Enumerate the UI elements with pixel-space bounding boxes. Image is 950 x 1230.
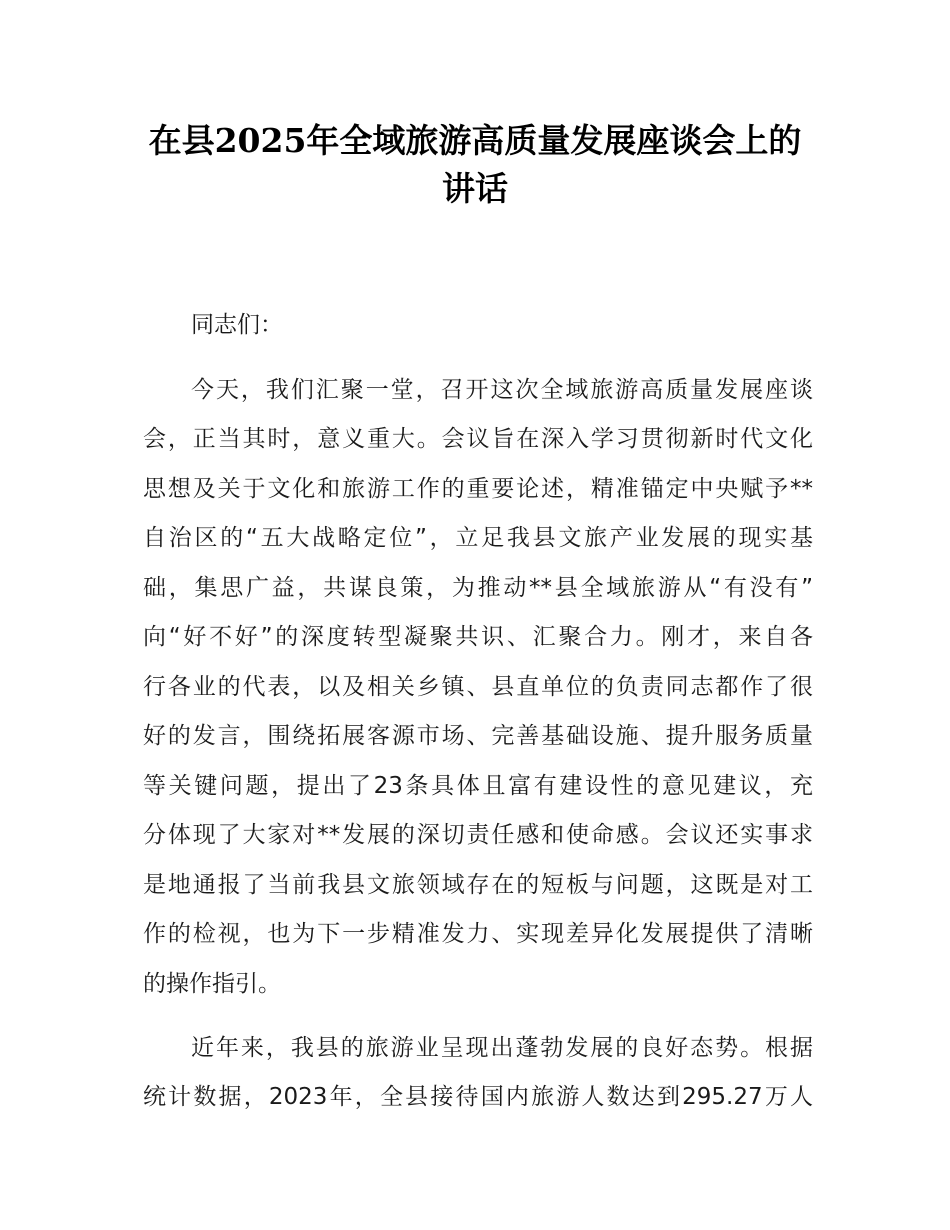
paragraph-1-line: 的操作指引。: [143, 971, 281, 997]
paragraph-1-line: 向“好不好”的深度转型凝聚共识、汇聚合力。刚才，来自各: [143, 624, 813, 650]
paragraph-1-line: 今天，我们汇聚一堂，召开这次全域旅游高质量发展座谈: [191, 377, 813, 403]
paragraph-1-line: 好的发言，围绕拓展客源市场、完善基础设施、提升服务质量: [143, 723, 813, 749]
paragraph-1-line: 会，正当其时，意义重大。会议旨在深入学习贯彻新时代文化: [143, 426, 813, 452]
document-title-line-2: 讲话: [442, 169, 508, 208]
salutation: 同志们：: [191, 312, 283, 338]
document-title-line-1: 在县2025年全域旅游高质量发展座谈会上的: [148, 121, 802, 160]
paragraph-2-line: 近年来，我县的旅游业呈现出蓬勃发展的良好态势。根据: [191, 1035, 813, 1061]
paragraph-1-line: 作的检视，也为下一步精准发力、实现差异化发展提供了清晰: [143, 921, 813, 947]
paragraph-1-line: 础，集思广益，共谋良策，为推动**县全域旅游从“有没有”: [143, 575, 813, 601]
paragraph-2-line: 统计数据，2023年，全县接待国内旅游人数达到295.27万人: [143, 1084, 813, 1110]
paragraph-1-line: 自治区的“五大战略定位”，立足我县文旅产业发展的现实基: [143, 525, 813, 551]
paragraph-1-line: 是地通报了当前我县文旅领域存在的短板与问题，这既是对工: [143, 872, 813, 898]
paragraph-1-line: 等关键问题，提出了23条具体且富有建设性的意见建议，充: [143, 773, 813, 799]
paragraph-1-line: 行各业的代表，以及相关乡镇、县直单位的负责同志都作了很: [143, 674, 813, 700]
paragraph-1-line: 分体现了大家对**发展的深切责任感和使命感。会议还实事求: [143, 822, 813, 848]
paragraph-1-line: 思想及关于文化和旅游工作的重要论述，精准锚定中央赋予**: [143, 476, 813, 502]
